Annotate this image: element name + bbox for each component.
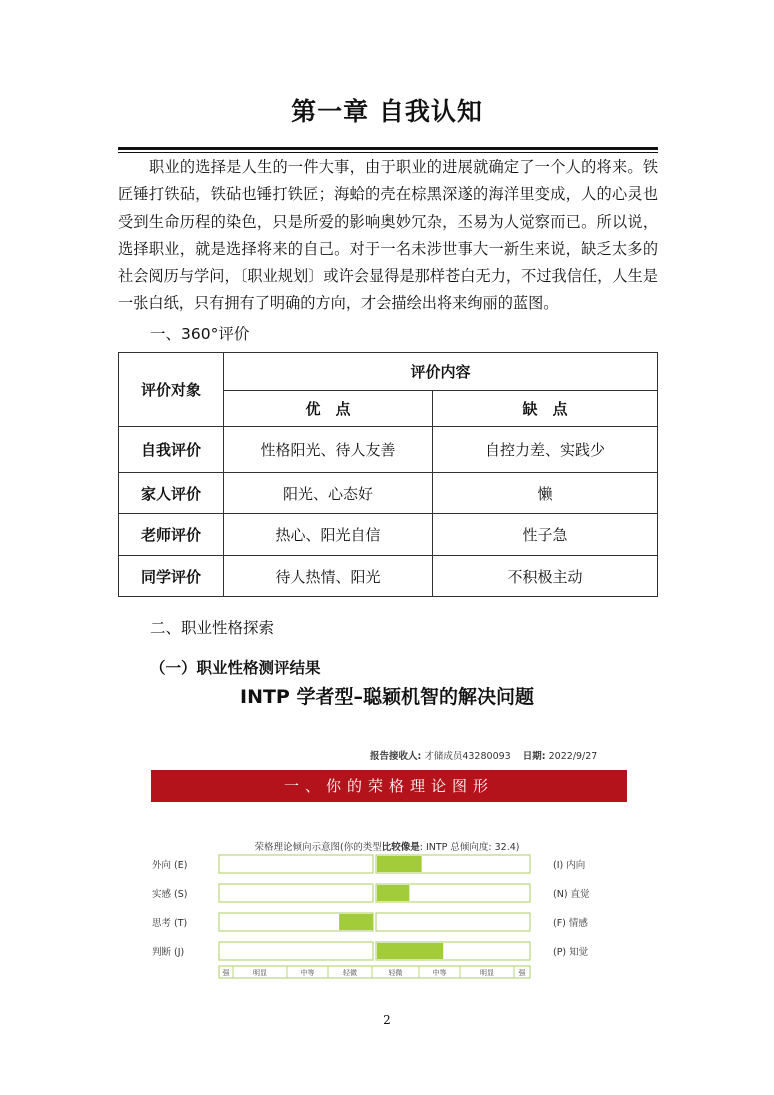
chart-scale-label: 中等 <box>432 969 447 977</box>
row-label: 自我评价 <box>119 427 224 473</box>
chart-left-label: 实感 (S) <box>152 889 188 900</box>
evaluation-table <box>118 352 658 597</box>
report-title: INTP 学者型–聪颖机智的解决问题 <box>240 686 534 708</box>
row-cons: 懒 <box>433 473 658 514</box>
report-banner: 一、你的荣格理论图形 <box>151 770 627 802</box>
header-content: 评价内容 <box>224 353 658 391</box>
chart-track-left <box>219 942 373 960</box>
chart-title-part2: 比较像是 <box>381 842 420 853</box>
chart-left-label: 外向 (E) <box>152 860 188 871</box>
chart-track-left <box>219 884 373 902</box>
chart-bar <box>377 856 422 872</box>
chart-right-label: (P) 知觉 <box>553 947 589 958</box>
chart-scale-label: 轻微 <box>343 969 357 977</box>
chart-right-label: (I) 内向 <box>553 860 586 871</box>
row-label: 老师评价 <box>119 514 224 556</box>
chart-bar <box>377 943 443 959</box>
row-cons: 不积极主动 <box>433 556 658 597</box>
intro-paragraph: 职业的选择是人生的一件大事，由于职业的进展就确定了一个人的将来。铁匠锤打铁砧，铁砧也锤打铁匠；海蛤的壳在棕黑深遂的海洋里变成，人的心灵也受到生命历程的染色，只是所爱的影响奥妙冗杂，丕易为人觉察而已。所以说，选择职业，就是选择将来的自己。对于一名未涉世事大一新生来说，缺乏太多的社会阅历与学问，〔职业规划〕或许会显得是那样苍白无力，不过我信任，人生是一张白纸，只有拥有了明确的方向，才会描绘出将来绚丽的蓝图。 <box>118 158 658 313</box>
chart-bar <box>339 914 373 930</box>
row-pros: 待人热情、阳光 <box>224 556 433 597</box>
recipient-value: 才储成员43280093 <box>424 751 511 762</box>
chart-bar <box>377 885 409 901</box>
subsection-heading-results: （一）职业性格测评结果 <box>150 659 321 677</box>
jung-preference-chart <box>140 852 620 982</box>
chart-scale-label: 中等 <box>300 969 315 977</box>
date-label: 日期: <box>522 751 546 762</box>
table-row <box>119 514 658 556</box>
chart-title <box>0 839 774 853</box>
title-rule-thick <box>118 147 658 150</box>
chart-scale-label: 轻微 <box>388 969 403 977</box>
row-pros: 阳光、心态好 <box>224 473 433 514</box>
row-pros: 热心、阳光自信 <box>224 514 433 556</box>
table-row <box>119 556 658 597</box>
row-label: 同学评价 <box>119 556 224 597</box>
header-cons: 缺 点 <box>433 391 658 427</box>
chart-title-part1: 荣格理论倾向示意图(你的类型 <box>254 842 382 853</box>
header-object: 评价对象 <box>119 353 224 427</box>
chart-track-right <box>376 913 530 931</box>
recipient-label: 报告接收人: <box>370 751 422 762</box>
page-title: 第一章 自我认知 <box>291 97 483 126</box>
page-number: 2 <box>383 1013 391 1027</box>
row-pros: 性格阳光、待人友善 <box>224 427 433 473</box>
table-row <box>119 473 658 514</box>
chart-title-part3: : INTP 总倾向度: 32.4) <box>419 842 520 853</box>
table-row <box>119 427 658 473</box>
section-heading-360: 一、360°评价 <box>150 325 250 343</box>
header-pros: 优 点 <box>224 391 433 427</box>
chart-scale-label: 强 <box>222 969 230 977</box>
row-cons: 自控力差、实践少 <box>433 427 658 473</box>
report-meta <box>370 748 597 762</box>
row-label: 家人评价 <box>119 473 224 514</box>
section-heading-personality: 二、职业性格探索 <box>150 619 275 637</box>
date-value: 2022/9/27 <box>548 751 598 762</box>
chart-left-label: 思考 (T) <box>152 918 188 929</box>
chart-right-label: (N) 直觉 <box>553 889 590 900</box>
chart-scale-label: 明显 <box>253 969 267 977</box>
chart-track-left <box>219 855 373 873</box>
chart-right-label: (F) 情感 <box>553 918 588 929</box>
chart-left-label: 判断 (J) <box>152 947 185 958</box>
chart-scale-label: 明显 <box>480 969 494 977</box>
title-rule-thin <box>118 152 658 153</box>
chart-scale-label: 强 <box>518 969 526 977</box>
row-cons: 性子急 <box>433 514 658 556</box>
